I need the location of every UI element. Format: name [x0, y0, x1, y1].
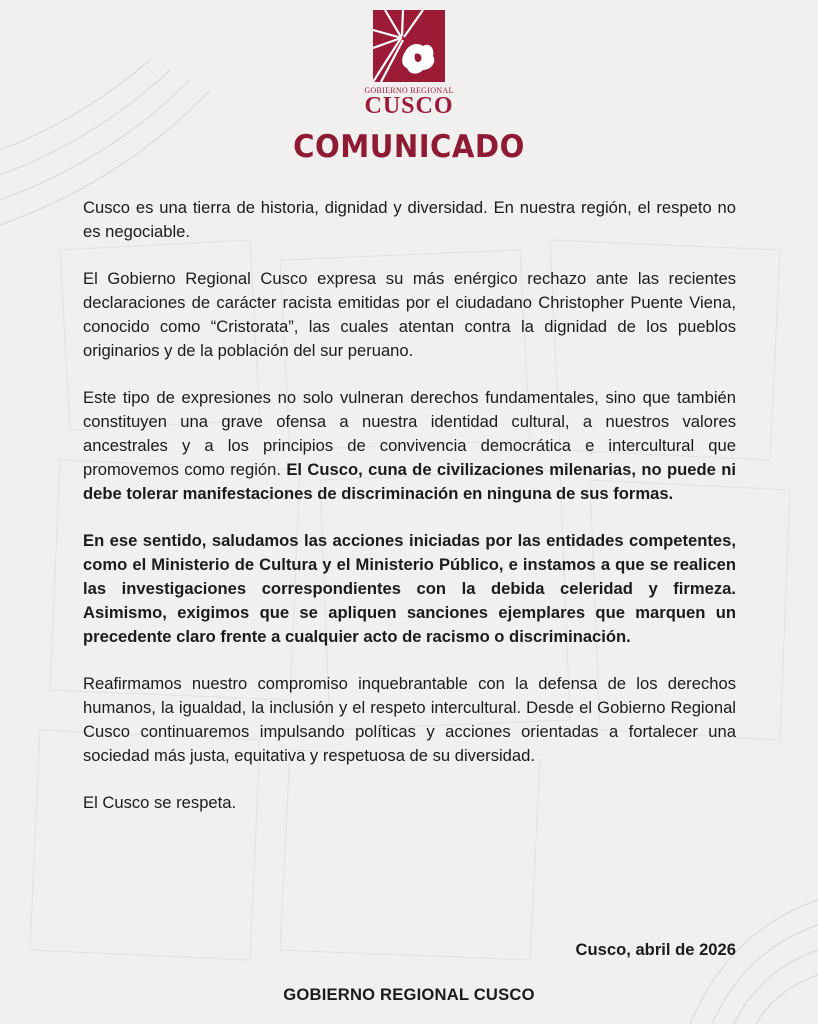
logo: [0, 8, 818, 117]
signature: GOBIERNO REGIONAL CUSCO: [283, 985, 535, 1004]
date-line: Cusco, abril de 2026: [575, 940, 736, 959]
paragraph-6: El Cusco se respeta.: [83, 793, 237, 812]
gobierno-regional-cusco-emblem-icon: [371, 8, 447, 84]
paragraph-3-emphasis: El Cusco, cuna de civilizaciones milenarias, no puede ni debe tolerar manifestaciones de discriminación en ninguna de sus formas.: [83, 460, 736, 503]
paragraph-3: [83, 386, 736, 506]
paragraph-1: Cusco es una tierra de historia, dignidad y diversidad. En nuestra región, el respeto no es negociable.: [83, 198, 736, 241]
logo-org-line: GOBIERNO REGIONAL: [364, 86, 454, 95]
paragraph-5: Reafirmamos nuestro compromiso inquebrantable con la defensa de los derechos humanos, la igualdad, la inclusión y el respeto intercultural. Desde el Gobierno Regional Cusco continuaremos impulsando políticas y acciones orientadas a fortalecer una sociedad más justa, equitativa y respetuosa de su diversidad.: [83, 674, 736, 765]
page-title: COMUNICADO: [293, 129, 525, 165]
paragraph-2: El Gobierno Regional Cusco expresa su más enérgico rechazo ante las recientes declaraciones de carácter racista emitidas por el ciudadano Christopher Puente Viena, conocido como “Cristorata”, las cuales atentan contra la dignidad de los pueblos originarios y de la población del sur peruano.: [83, 269, 736, 360]
logo-name-line: CUSCO: [364, 93, 454, 119]
communique-body: [83, 196, 736, 815]
paragraph-4: En ese sentido, saludamos las acciones iniciadas por las entidades competentes, como el Ministerio de Cultura y el Ministerio Público, e instamos a que se realicen las investigaciones correspondientes con la debida celeridad y firmeza. Asimismo, exigimos que se apliquen sanciones ejemplares que marquen un precedente claro frente a cualquier acto de racismo o discriminación.: [83, 531, 736, 646]
paragraph-3-text: Este tipo de expresiones no solo vulneran derechos fundamentales, sino que también constituyen una grave ofensa a nuestra identidad cultural, a nuestros valores ancestrales y a los principios de convivencia democrática e intercultural que promovemos como región.: [83, 388, 736, 479]
